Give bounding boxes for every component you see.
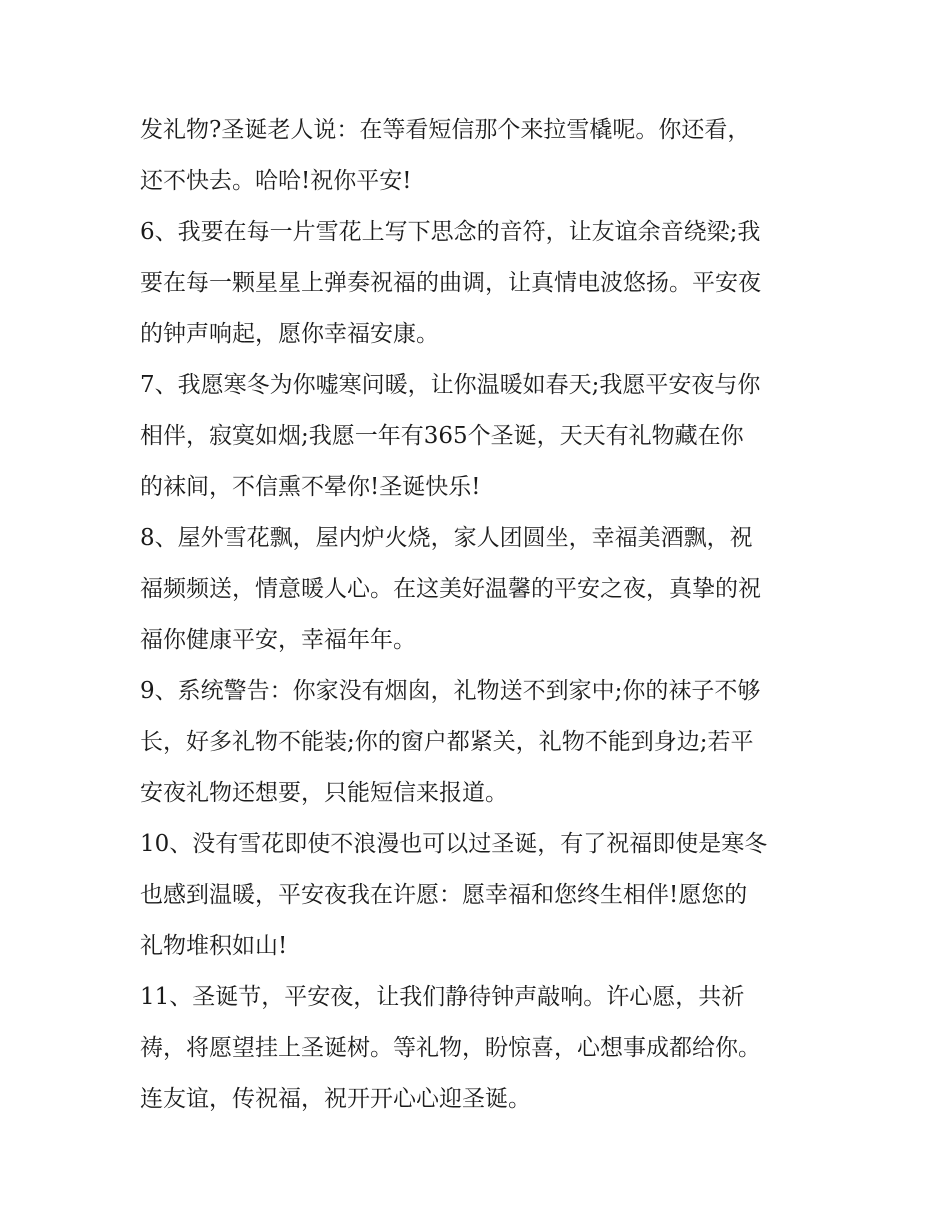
text-line: 礼物堆积如山! xyxy=(140,933,288,959)
text-line: 福频频送，情意暖人心。在这美好温馨的平安之夜，真挚的祝 xyxy=(140,576,761,602)
text-line: 福你健康平安，幸福年年。 xyxy=(140,627,416,653)
text-line: 安夜礼物还想要，只能短信来报道。 xyxy=(140,780,508,806)
text-line: 相伴，寂寞如烟;我愿一年有365个圣诞，天天有礼物藏在你 xyxy=(140,423,744,449)
text-line: 的袜间，不信熏不晕你!圣诞快乐! xyxy=(140,474,481,500)
text-line: 也感到温暖，平安夜我在许愿：愿幸福和您终生相伴!愿您的 xyxy=(140,882,748,908)
text-line: 10、没有雪花即使不浪漫也可以过圣诞，有了祝福即使是寒冬 xyxy=(140,831,768,857)
text-line: 祷，将愿望挂上圣诞树。等礼物，盼惊喜，心想事成都给你。 xyxy=(140,1035,761,1061)
text-line: 要在每一颗星星上弹奏祝福的曲调，让真情电波悠扬。平安夜 xyxy=(140,270,761,296)
text-line: 9、系统警告：你家没有烟囱，礼物送不到家中;你的袜子不够 xyxy=(140,678,761,704)
text-line: 长，好多礼物不能装;你的窗户都紧关，礼物不能到身边;若平 xyxy=(140,729,754,755)
document-body xyxy=(140,105,820,1125)
text-line: 的钟声响起，愿你幸福安康。 xyxy=(140,321,439,347)
text-line: 8、屋外雪花飘，屋内炉火烧，家人团圆坐，幸福美酒飘，祝 xyxy=(140,525,753,551)
text-line: 7、我愿寒冬为你嘘寒问暖，让你温暖如春天;我愿平安夜与你 xyxy=(140,372,761,398)
text-line: 11、圣诞节，平安夜，让我们静待钟声敲响。许心愿，共祈 xyxy=(140,984,745,1010)
text-line: 还不快去。哈哈!祝你平安! xyxy=(140,168,412,194)
text-line: 6、我要在每一片雪花上写下思念的音符，让友谊余音绕梁;我 xyxy=(140,219,761,245)
text-line: 发礼物?圣诞老人说：在等看短信那个来拉雪橇呢。你还看， xyxy=(140,117,751,143)
text-line: 连友谊，传祝福，祝开开心心迎圣诞。 xyxy=(140,1086,531,1112)
